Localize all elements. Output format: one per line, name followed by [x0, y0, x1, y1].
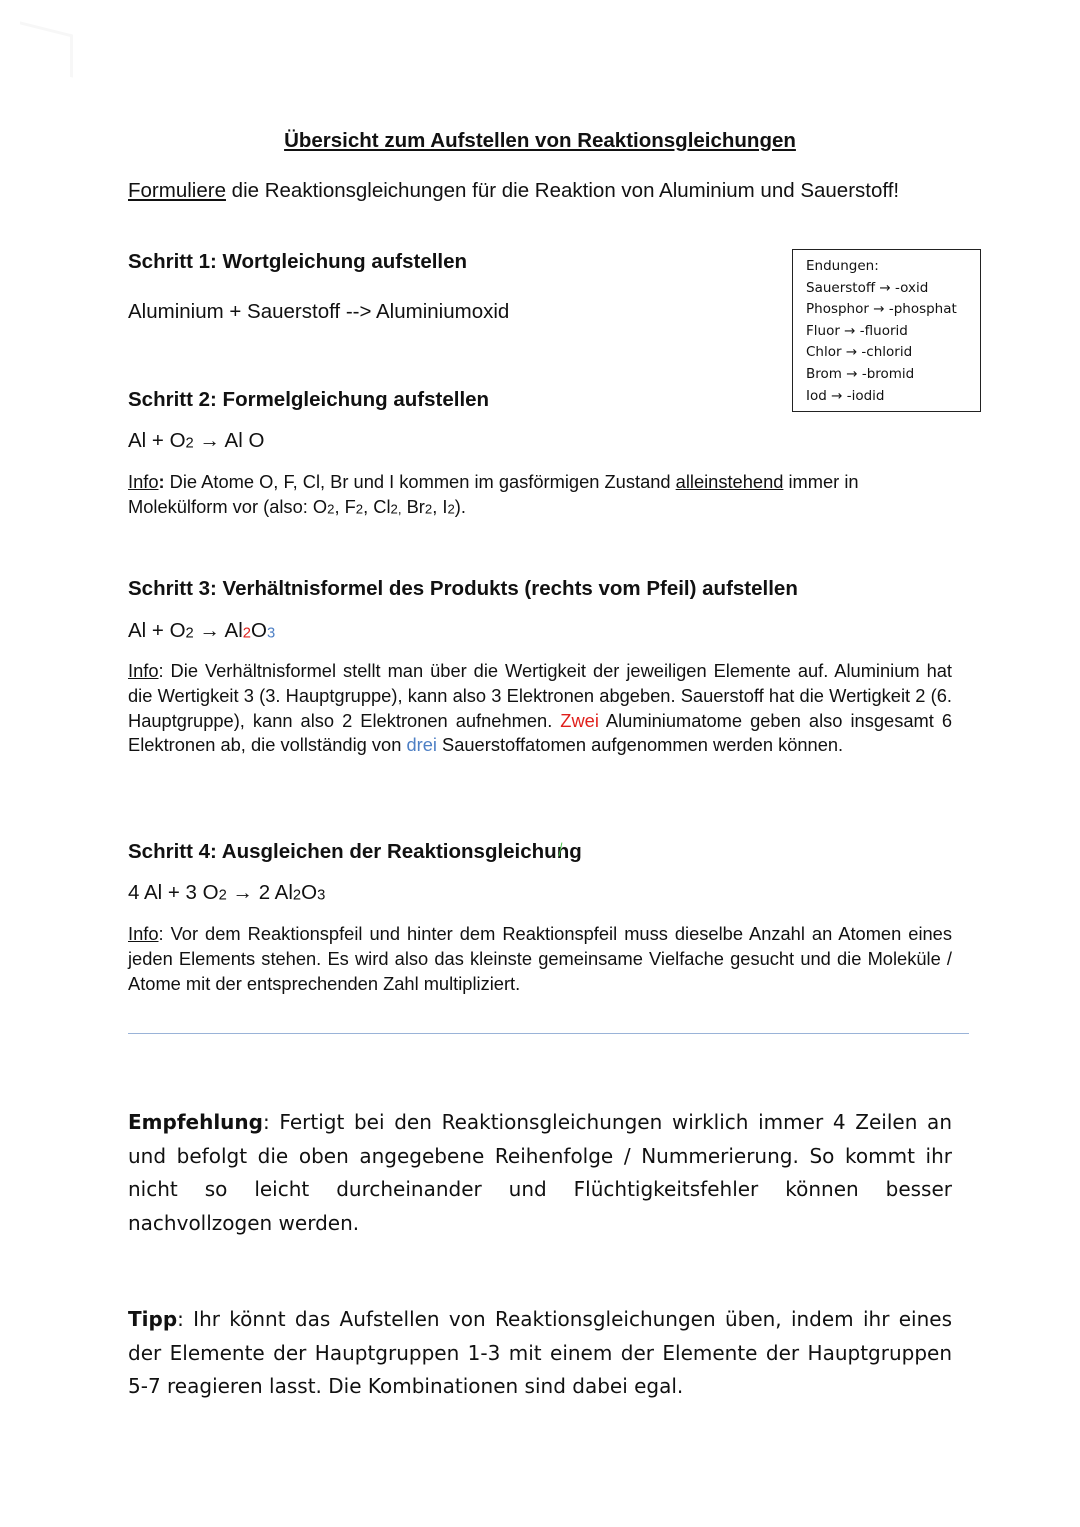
box-item: Sauerstoff → -oxid — [806, 279, 929, 296]
step2-heading: Schritt 2: Formelgleichung aufstellen — [128, 388, 490, 411]
tip: Tipp: Ihr könnt das Aufstellen von Reaktionsgleichungen üben, indem ihr eines der Elemente der Hauptgruppen 1-3 mit einem der Elemente der Hauptgruppen 5-7 reagieren lasst. Die Kombinationen sind dabei egal. — [128, 1307, 952, 1398]
endings-box — [792, 249, 981, 412]
step2-info: Info: Die Atome O, F, Cl, Br und I kommen im gasförmigen Zustand alleinstehend immer in Molekülform vor (also: $O_2$, $F_2$, $Cl_{2,}$ $Br_2$, $I_2$). — [128, 471, 859, 517]
box-item: Chlor → -chlorid — [806, 344, 913, 361]
faint-corner-mark — [20, 21, 73, 77]
recommendation: Empfehlung: Fertigt bei den Reaktionsgleichungen wirklich immer 4 Zeilen an und befolgt die oben angegebene Reihenfolge / Nummerierung. So kommt ihr nicht so leicht durcheinander und Flüchtigkeitsfehler können besser nachvollzogen werden. — [128, 1110, 952, 1235]
step4-equation: 4 Al + 3 $O_2 \to 2$ $Al_2O_3$ — [128, 881, 326, 904]
step3-info: Info: Die Verhältnisformel stellt man über die Wertigkeit der jeweiligen Elemente auf. Aluminium hat die Wertigkeit 3 (3. Hauptgruppe), kann also 3 Elektronen abgeben. Sauerstoff hat die Wertigkeit 2 (6. Hauptgruppe), kann also 2 Elektronen aufnehmen. Zwei Aluminiumatome geben also insgesamt 6 Elektronen ab, die vollständig von drei Sauerstoffatomen aufgenommen werden können. — [128, 660, 952, 756]
box-item: Fluor → -fluorid — [806, 322, 908, 339]
step4-heading: Schritt 4: Ausgleichen der Reaktionsgleichung — [128, 840, 582, 863]
step4-info: Info: Vor dem Reaktionspfeil und hinter dem Reaktionspfeil muss dieselbe Anzahl an Atomen eines jeden Elements stehen. Es wird also das kleinste gemeinsame Vielfache gesucht und die Moleküle / Atome mit der entsprechenden Zahl multipliziert. — [128, 923, 952, 994]
step1-equation: Aluminium + Sauerstoff --> Aluminiumoxid — [128, 300, 510, 323]
step3-equation: $Al + O_2 \to Al_2O_3$ — [128, 619, 276, 642]
step1-heading: Schritt 1: Wortgleichung aufstellen — [128, 250, 468, 273]
divider — [128, 1033, 969, 1034]
task-verb: Formuliere — [128, 179, 226, 202]
task-line — [128, 179, 899, 203]
box-item: Phosphor → -phosphat — [806, 301, 957, 318]
step3-heading: Schritt 3: Verhältnisformel des Produkts (rechts vom Pfeil) aufstellen — [128, 577, 798, 600]
box-item: Brom → -bromid — [806, 365, 915, 382]
box-item: Iod → -iodid — [806, 387, 885, 404]
box-heading: Endungen: — [806, 258, 879, 274]
page-title: Übersicht zum Aufstellen von Reaktionsgleichungen — [284, 129, 796, 152]
task-text: die Reaktionsgleichungen für die Reaktion von Aluminium und Sauerstoff! — [225, 179, 900, 202]
step2-equation: $Al + O_2 \to Al$ O — [128, 429, 265, 452]
